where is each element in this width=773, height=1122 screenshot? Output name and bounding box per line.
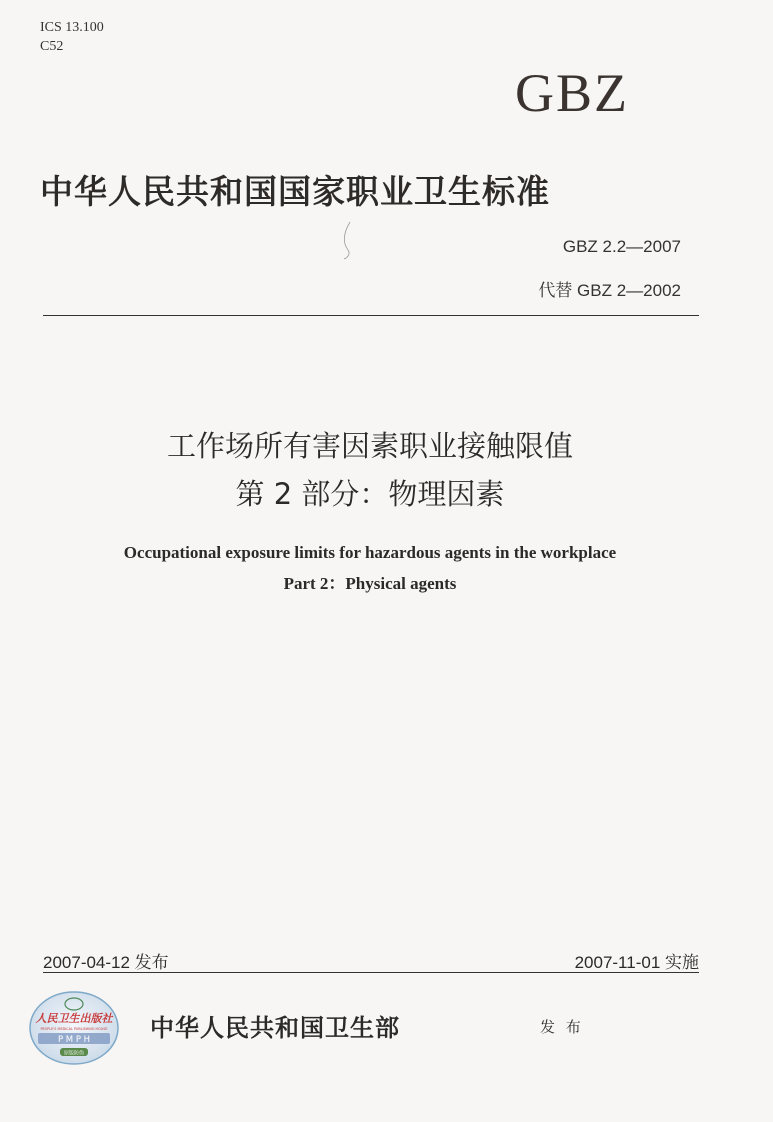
gbz-logo: GBZ — [515, 63, 629, 123]
publish-date: 2007-04-12 发布 — [43, 953, 169, 972]
footer-divider — [43, 972, 699, 973]
document-title-en-line2: Part 2：Physical agents — [283, 574, 457, 593]
implementation-date: 2007-11-01 实施 — [574, 953, 699, 972]
standard-category-title: 中华人民共和国国家职业卫生标准 — [40, 172, 550, 211]
issuing-authority: 中华人民共和国卫生部 — [150, 1013, 400, 1042]
document-title-cn-line1: 工作场所有害因素职业接触限值 — [166, 429, 573, 463]
issuing-label: 发 布 — [540, 1018, 584, 1036]
ics-code: ICS 13.100 — [40, 20, 104, 35]
document-title-en-line1: Occupational exposure limits for hazardous agents in the workplace — [123, 543, 617, 562]
ccs-code: C52 — [40, 39, 64, 54]
header-divider — [43, 315, 699, 316]
seal-publisher-en: PEOPLE'S MEDICAL PUBLISHING HOUSE — [40, 1027, 108, 1031]
classification-codes — [40, 18, 104, 56]
standard-number: GBZ 2.2—2007 — [562, 237, 681, 256]
replaces-standard: 代替 GBZ 2—2002 — [538, 281, 681, 300]
seal-tag: 原版防伪 — [63, 1050, 85, 1057]
document-title-cn-line2: 第 2 部分：物理因素 — [235, 477, 505, 511]
seal-letters: P M P H — [57, 1035, 91, 1045]
anti-counterfeit-seal-icon — [28, 990, 120, 1066]
seal-publisher-name: 人民卫生出版社 — [35, 1012, 113, 1025]
paper-mark-decoration — [338, 220, 358, 260]
